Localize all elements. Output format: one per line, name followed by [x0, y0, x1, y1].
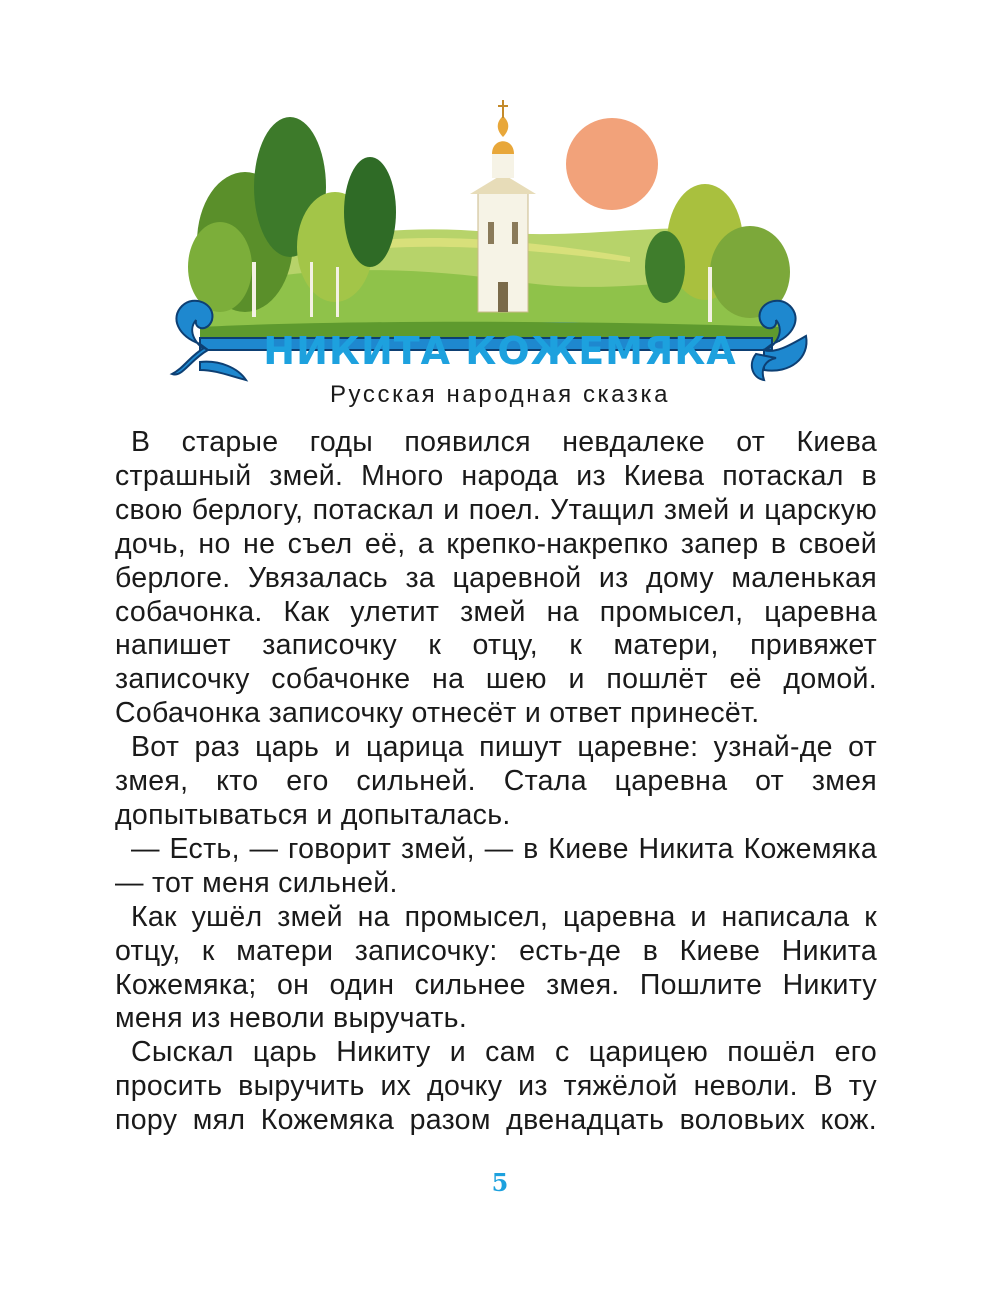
- paragraph: Вот раз царь и царица пишут царевне: узнай-де от змея, кто его сильней. Стала царевна от змея допытываться и допыталась.: [115, 731, 877, 831]
- paragraph: — Есть, — говорит змей, — в Киеве Никита Кожемяка — тот меня сильней.: [115, 832, 877, 899]
- paragraph: Как ушёл змей на промысел, царевна и написала к отцу, к матери записочку: есть-де в Киеве Никита Кожемяка; он один сильнее змея. Пошлите Никиту меня из неволи выручать.: [115, 900, 877, 1035]
- story-title: НИКИТА КОЖЕМЯКА: [263, 329, 737, 373]
- page-number: 5: [491, 1168, 509, 1197]
- paragraph: В старые годы появился невдалеке от Киева страшный змей. Много народа из Киева потаскал в свою берлогу, потаскал и поел. Утащил змей и царскую дочь, но не съел её, а крепко-накрепко запер в своей берлоге. Увязалась за царевной из дому маленькая собачонка. Как улетит змей на промысел, царевна напишет записочку к отцу, к матери, привяжет записочку собачонке на шею и пошлёт её домой. Собачонка записочку отнесёт и ответ принесёт.: [115, 426, 877, 730]
- story-text: [115, 426, 877, 1138]
- paragraph: Сыскал царь Никиту и сам с царицею пошёл его просить выручить их дочку из тяжёлой неволи. В ту пору мял Кожемяка разом двенадцать воловьих кож.: [115, 1036, 877, 1137]
- church: [470, 100, 536, 312]
- story-subtitle: Русская народная сказка: [329, 381, 671, 408]
- sun: [566, 118, 658, 210]
